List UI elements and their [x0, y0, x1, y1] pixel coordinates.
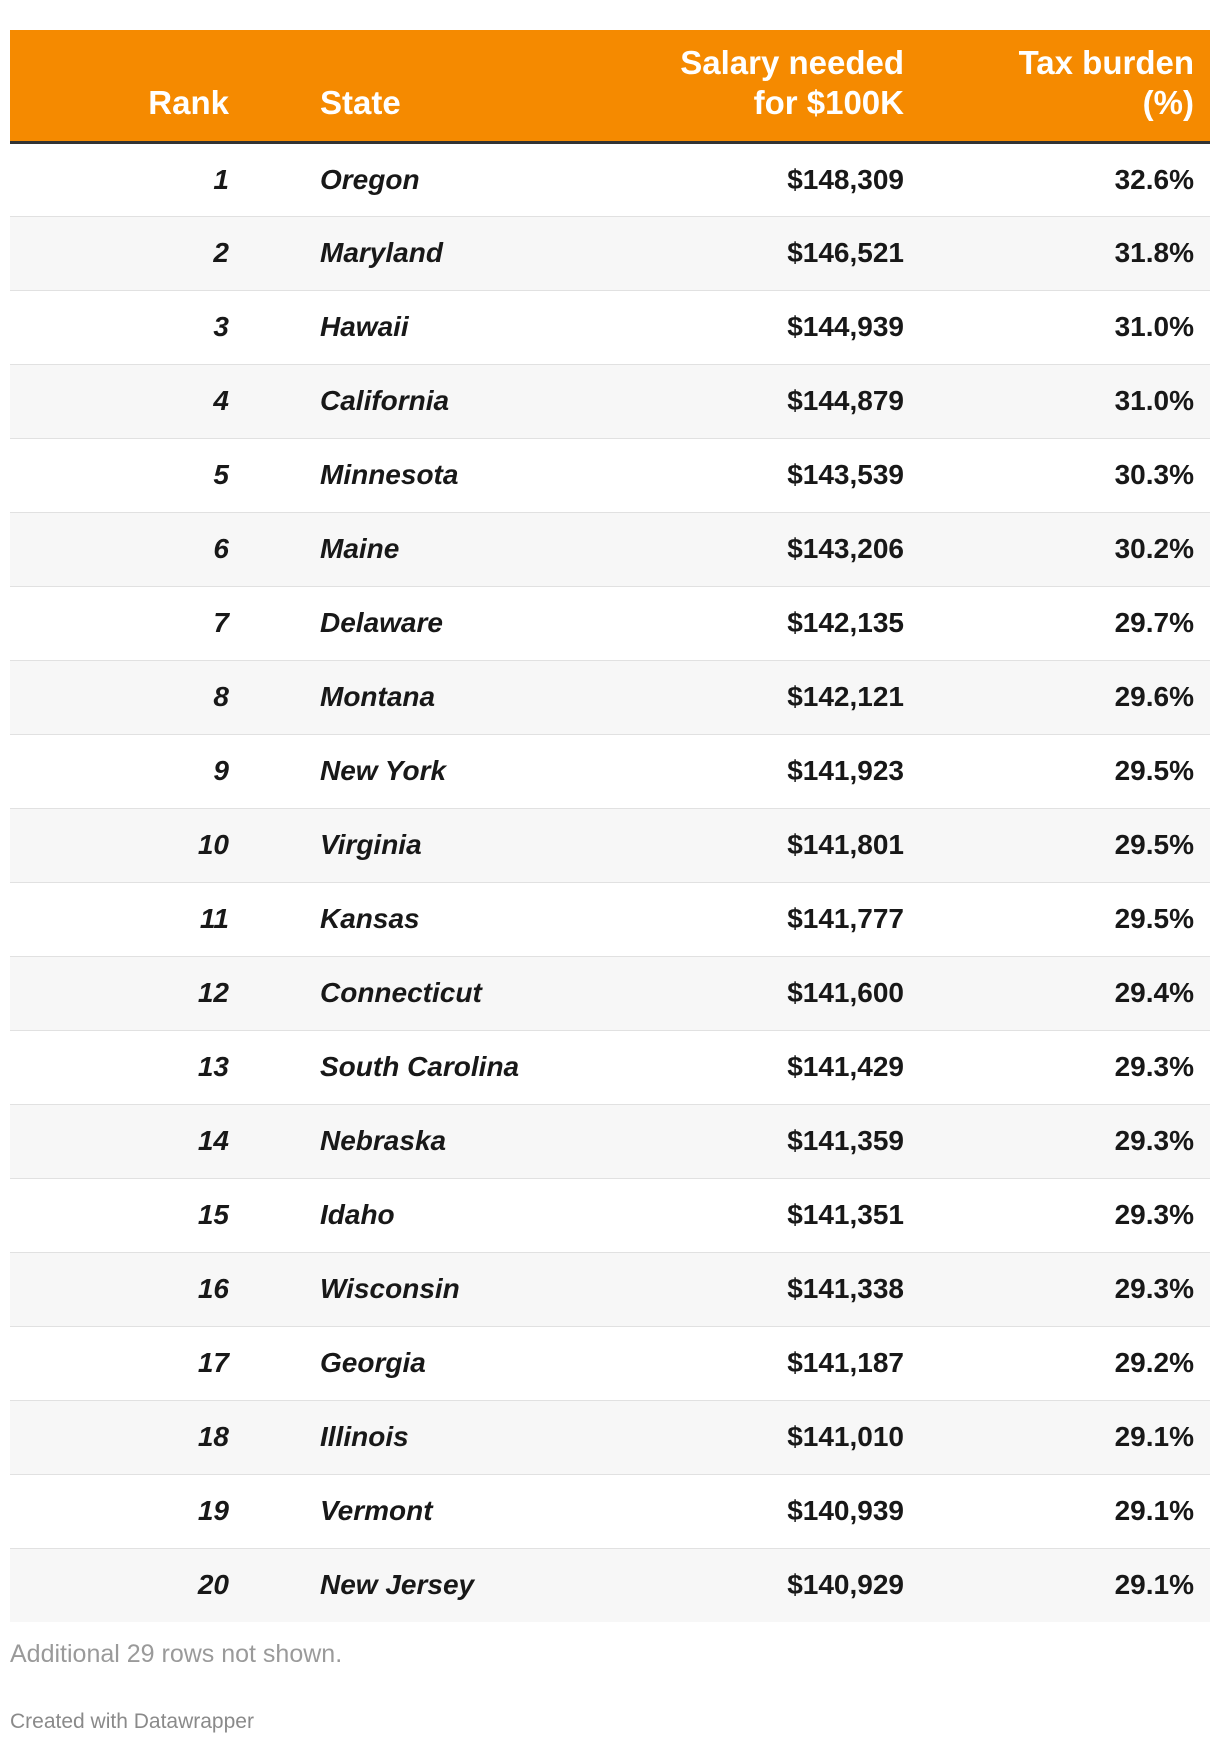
- salary-cell: $144,939: [787, 311, 904, 342]
- tax-burden-cell: 29.5%: [1114, 829, 1194, 860]
- tax-burden-cell: 29.6%: [1114, 681, 1194, 712]
- salary-cell: $143,206: [787, 533, 904, 564]
- datawrapper-credit[interactable]: Created with Datawrapper: [10, 1710, 254, 1733]
- table-row: [10, 1104, 1210, 1178]
- salary-cell: $141,923: [787, 755, 904, 786]
- salary-cell: $142,121: [787, 681, 904, 712]
- state-cell: Connecticut: [320, 977, 482, 1008]
- rank-cell: 17: [197, 1347, 229, 1378]
- tax-burden-cell: 29.5%: [1114, 903, 1194, 934]
- rank-cell: 3: [213, 311, 229, 342]
- rank-cell: 4: [213, 385, 229, 416]
- state-cell: Georgia: [320, 1347, 426, 1378]
- salary-cell: $141,010: [787, 1421, 904, 1452]
- salary-cell: $142,135: [787, 607, 904, 638]
- column-header-tax-line1: Tax burden: [1018, 43, 1194, 81]
- column-header-salary-line1: Salary needed: [680, 43, 904, 81]
- table-row: [10, 512, 1210, 586]
- state-cell: Idaho: [320, 1199, 395, 1230]
- salary-cell: $148,309: [787, 163, 904, 195]
- state-cell: New Jersey: [320, 1569, 475, 1601]
- table-row: [10, 1400, 1210, 1474]
- state-cell: Oregon: [320, 163, 420, 195]
- state-cell: Virginia: [320, 829, 422, 860]
- rank-cell: 12: [197, 977, 229, 1008]
- table-row: [10, 808, 1210, 882]
- state-cell: Hawaii: [320, 311, 409, 342]
- state-cell: Illinois: [320, 1421, 409, 1452]
- tax-burden-cell: 32.6%: [1114, 163, 1194, 195]
- rank-cell: 16: [197, 1273, 229, 1304]
- tax-burden-cell: 29.1%: [1114, 1421, 1194, 1452]
- table-row: [10, 1030, 1210, 1104]
- tax-burden-cell: 31.0%: [1114, 311, 1194, 342]
- column-header-salary[interactable]: [570, 30, 920, 142]
- salary-cell: $141,351: [787, 1199, 904, 1230]
- salary-cell: $144,879: [787, 385, 904, 416]
- tax-burden-cell: 29.3%: [1114, 1051, 1194, 1082]
- table-row: [10, 734, 1210, 808]
- rows-not-shown-note: Additional 29 rows not shown.: [10, 1640, 343, 1668]
- state-cell: Minnesota: [320, 459, 459, 490]
- tax-burden-cell: 30.2%: [1114, 533, 1194, 564]
- state-cell: Kansas: [320, 903, 420, 934]
- rank-cell: 6: [213, 533, 229, 564]
- salary-cell: $141,777: [787, 903, 904, 934]
- column-header-state[interactable]: State: [245, 30, 570, 142]
- column-header-tax[interactable]: [920, 30, 1210, 142]
- rank-cell: 7: [213, 607, 229, 638]
- tax-burden-cell: 29.5%: [1114, 755, 1194, 786]
- salary-cell: $141,801: [787, 829, 904, 860]
- tax-burden-cell: 29.2%: [1114, 1347, 1194, 1378]
- tax-burden-cell: 31.0%: [1114, 385, 1194, 416]
- state-cell: Delaware: [320, 607, 443, 638]
- table-header: [10, 30, 1210, 142]
- rank-cell: 8: [213, 681, 229, 712]
- column-header-tax-line2: (%): [1142, 83, 1194, 121]
- tax-burden-cell: 29.1%: [1114, 1569, 1194, 1601]
- rank-cell: 5: [213, 459, 229, 490]
- state-cell: Nebraska: [320, 1125, 447, 1156]
- tax-burden-cell: 30.3%: [1114, 459, 1194, 490]
- rank-cell: 2: [213, 237, 229, 268]
- salary-cell: $140,929: [787, 1569, 904, 1601]
- state-cell: New York: [320, 755, 447, 786]
- table-row: [10, 216, 1210, 290]
- table-row: [10, 1252, 1210, 1326]
- rank-cell: 20: [197, 1569, 229, 1601]
- state-cell: California: [320, 385, 450, 416]
- state-cell: Maine: [320, 533, 400, 564]
- table-row: [10, 1474, 1210, 1548]
- header-row: [10, 30, 1210, 142]
- table-row: [10, 1548, 1210, 1622]
- tax-burden-cell: 29.4%: [1114, 977, 1194, 1008]
- table-row: [10, 290, 1210, 364]
- rank-cell: 14: [197, 1125, 229, 1156]
- table-row: [10, 586, 1210, 660]
- salary-cell: $141,429: [787, 1051, 904, 1082]
- salary-cell: $141,338: [787, 1273, 904, 1304]
- table-container: [10, 30, 1210, 1622]
- table-row: [10, 364, 1210, 438]
- table-row: [10, 438, 1210, 512]
- state-cell: South Carolina: [320, 1051, 520, 1082]
- tax-burden-cell: 29.7%: [1114, 607, 1194, 638]
- salary-cell: $140,939: [787, 1495, 904, 1526]
- rank-cell: 9: [213, 755, 229, 786]
- rank-cell: 10: [197, 829, 229, 860]
- table-row: [10, 956, 1210, 1030]
- table-body: [10, 142, 1210, 1622]
- salary-cell: $141,359: [787, 1125, 904, 1156]
- salary-cell: $141,187: [787, 1347, 904, 1378]
- column-header-rank[interactable]: Rank: [10, 30, 245, 142]
- table-row: [10, 1326, 1210, 1400]
- rank-cell: 1: [213, 163, 229, 195]
- salary-cell: $141,600: [787, 977, 904, 1008]
- tax-burden-cell: 29.1%: [1114, 1495, 1194, 1526]
- state-cell: Montana: [320, 681, 436, 712]
- salary-cell: $143,539: [787, 459, 904, 490]
- tax-burden-cell: 29.3%: [1114, 1273, 1194, 1304]
- data-table: [10, 30, 1210, 1622]
- state-cell: Vermont: [320, 1495, 433, 1526]
- table-row: [10, 1178, 1210, 1252]
- table-row: [10, 882, 1210, 956]
- rank-cell: 11: [199, 903, 229, 934]
- rank-cell: 18: [197, 1421, 229, 1452]
- rank-cell: 15: [197, 1199, 229, 1230]
- state-cell: Maryland: [320, 237, 443, 268]
- state-cell: Wisconsin: [320, 1273, 460, 1304]
- table-row: [10, 660, 1210, 734]
- rank-cell: 19: [197, 1495, 229, 1526]
- tax-burden-cell: 31.8%: [1114, 237, 1194, 268]
- column-header-salary-line2: for $100K: [753, 83, 904, 121]
- table-row: [10, 142, 1210, 216]
- rank-cell: 13: [197, 1051, 229, 1082]
- tax-burden-cell: 29.3%: [1114, 1125, 1194, 1156]
- salary-cell: $146,521: [787, 237, 904, 268]
- tax-burden-cell: 29.3%: [1114, 1199, 1194, 1230]
